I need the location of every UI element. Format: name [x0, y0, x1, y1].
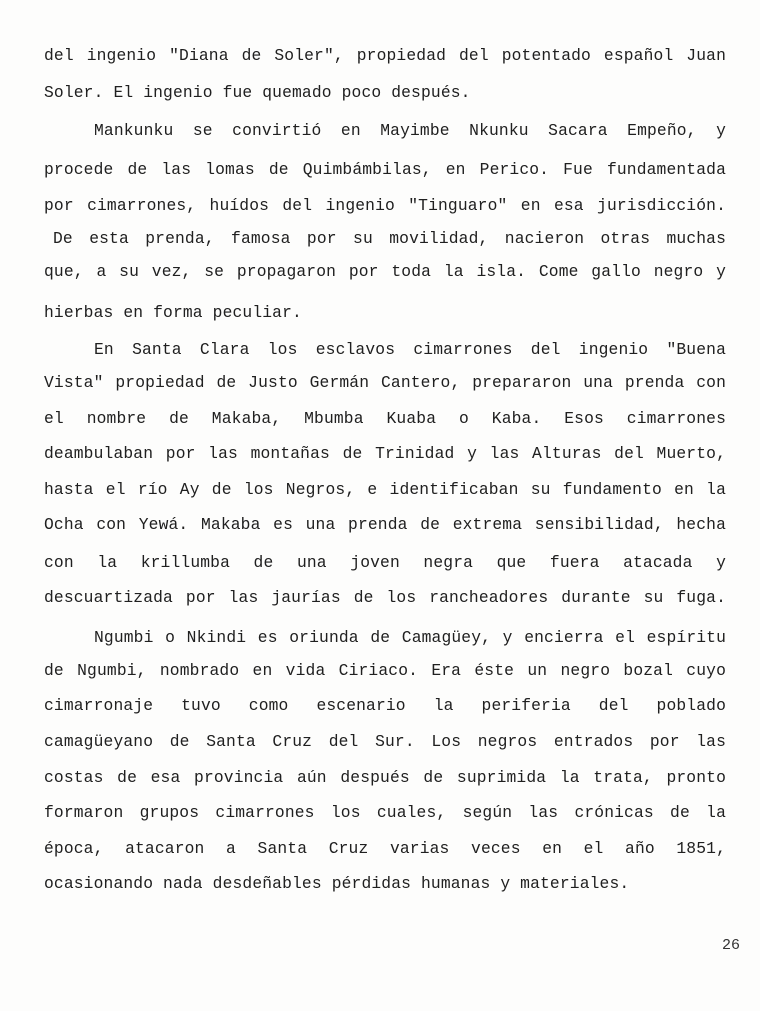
text-line: Ocha con Yewá. Makaba es una prenda de extrema sensibilidad, hecha: [44, 515, 726, 534]
text-line: Ngumbi o Nkindi es oriunda de Camagüey, y encierra el espíritu: [94, 628, 726, 647]
text-line: por cimarrones, huídos del ingenio "Tinguaro" en esa jurisdicción.: [44, 196, 726, 215]
text-line: camagüeyano de Santa Cruz del Sur. Los negros entrados por las: [44, 732, 726, 751]
text-line: de Ngumbi, nombrado en vida Ciriaco. Era éste un negro bozal cuyo: [44, 661, 726, 680]
text-line: hierbas en forma peculiar.: [44, 303, 302, 322]
text-line: formaron grupos cimarrones los cuales, según las crónicas de la: [44, 803, 726, 822]
text-line: ocasionando nada desdeñables pérdidas humanas y materiales.: [44, 874, 630, 893]
text-line: con la krillumba de una joven negra que fuera atacada y: [44, 553, 726, 572]
text-line: En Santa Clara los esclavos cimarrones del ingenio "Buena: [94, 340, 726, 359]
text-line: cimarronaje tuvo como escenario la periferia del poblado: [44, 696, 726, 715]
text-line: De esta prenda, famosa por su movilidad, nacieron otras muchas: [53, 229, 726, 248]
text-line: costas de esa provincia aún después de suprimida la trata, pronto: [44, 768, 726, 787]
page-number: 26: [721, 937, 740, 954]
text-line: época, atacaron a Santa Cruz varias veces en el año 1851,: [44, 839, 726, 858]
text-line: el nombre de Makaba, Mbumba Kuaba o Kaba. Esos cimarrones: [44, 409, 726, 428]
text-line: que, a su vez, se propagaron por toda la isla. Come gallo negro y: [44, 262, 726, 281]
text-line: procede de las lomas de Quimbámbilas, en Perico. Fue fundamentada: [44, 160, 726, 179]
text-line: hasta el río Ay de los Negros, e identificaban su fundamento en la: [44, 480, 726, 499]
text-line: Mankunku se convirtió en Mayimbe Nkunku Sacara Empeño, y: [94, 121, 726, 140]
text-line: Soler. El ingenio fue quemado poco después.: [44, 83, 471, 102]
text-line: Vista" propiedad de Justo Germán Cantero, prepararon una prenda con: [44, 373, 726, 392]
text-line: deambulaban por las montañas de Trinidad y las Alturas del Muerto,: [44, 444, 726, 463]
text-line: descuartizada por las jaurías de los rancheadores durante su fuga.: [44, 588, 726, 607]
text-line: del ingenio "Diana de Soler", propiedad del potentado español Juan: [44, 46, 726, 65]
